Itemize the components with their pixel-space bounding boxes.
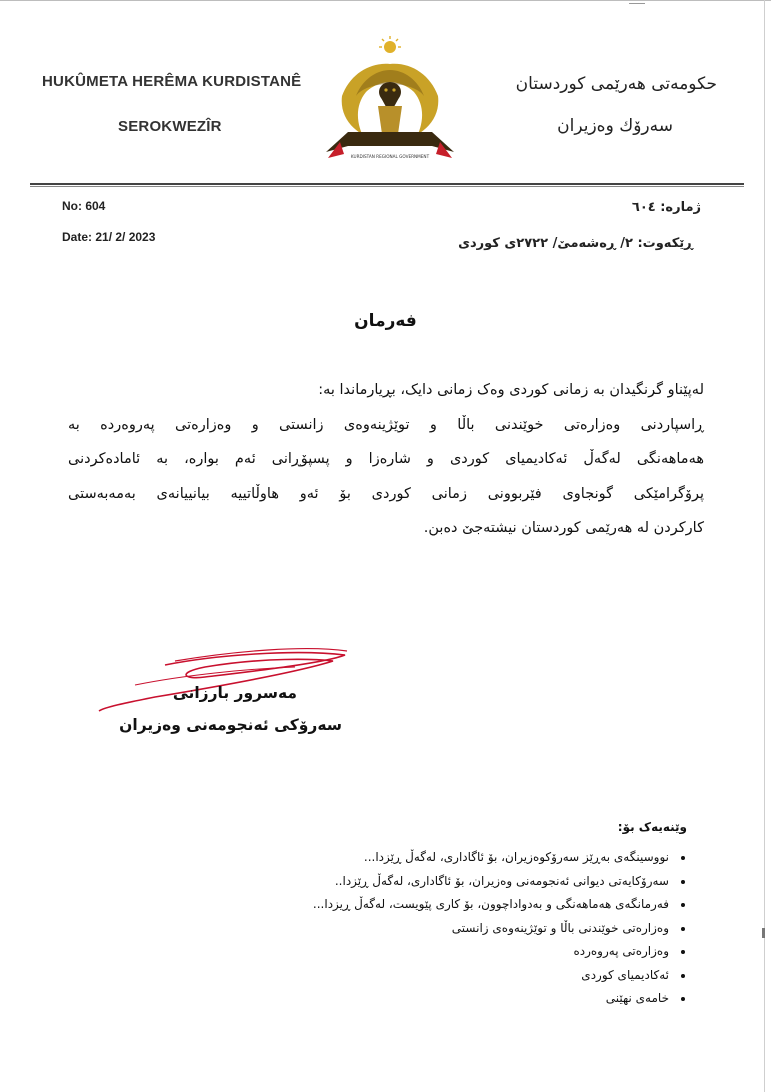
copies-heading: وێنەیەک بۆ:	[617, 820, 687, 834]
list-item: • وەزارەتی خوێندنی باڵا و توێژینەوەی زانستی	[313, 917, 671, 941]
list-item: • وەزارەتی پەروەردە	[313, 940, 671, 964]
letter-date: Date: 21/ 2/ 2023	[62, 230, 156, 244]
letter-date-kurdish: ڕێکەوت: ٢/ ڕەشەمێ/ ٢٧٢٢ی کوردی	[458, 236, 693, 251]
body-line: ڕاسپاردنی وەزارەتی خوێندنی باڵا و توێژینەوەی زانستی و وەزارەتی پەروەردە بە	[68, 416, 704, 433]
body-line: کارکردن لە هەرێمی کوردستان نیشتەجێ دەبن.	[423, 520, 704, 536]
sun-icon	[379, 36, 401, 53]
letter-number-kurdish: ژمارە: ٦٠٤	[631, 200, 701, 215]
decree-body	[68, 373, 704, 546]
list-item: • خامەی نهێنی	[313, 987, 671, 1011]
list-item: • ئەکادیمیای کوردی	[313, 964, 671, 988]
header-office-latin: SEROKWEZÎR	[118, 118, 222, 135]
list-item: • فەرمانگەی هەماهەنگی و بەدواداچوون، بۆ کاری پێویست، لەگەڵ ڕیزدا...	[313, 893, 671, 917]
header-gov-kurdish: حکومەتی هەرێمی کوردستان	[515, 74, 717, 94]
header-divider	[30, 183, 744, 185]
body-line: هەماهەنگی لەگەڵ ئەکادیمیای کوردی و شارەزا و پسپۆڕانی ئەم بوارە، بە ئامادەکردنی	[68, 451, 704, 467]
header-divider-thin	[30, 186, 744, 187]
list-item: • نووسینگەی بەڕێز سەرۆکوەزیران، بۆ ئاگاداری، لەگەڵ ڕێزدا...	[313, 846, 671, 870]
header-gov-latin: HUKÛMETA HERÊMA KURDISTANÊ	[42, 73, 302, 90]
krg-emblem-icon	[320, 34, 460, 164]
header-office-kurdish: سەرۆك وەزیران	[557, 116, 673, 136]
signatory-name: مەسرور بارزانی	[172, 684, 297, 702]
copies-list	[313, 846, 687, 1011]
letter-number: No: 604	[62, 199, 106, 213]
signatory-title: سەرۆکی ئەنجومەنی وەزیران	[119, 716, 342, 734]
decree-title: فەرمان	[354, 311, 417, 331]
list-item: • سەرۆکایەتی دیوانی ئەنجومەنی وەزیران، بۆ ئاگاداری، لەگەڵ ڕێزدا..	[313, 870, 671, 894]
edge-mark	[762, 928, 765, 938]
body-line: پرۆگرامێکی گونجاوی فێربوونی زمانی کوردی بۆ ئەو هاوڵاتییە بیانییانەی بەمەبەستی	[68, 485, 704, 502]
page-top-edge	[0, 0, 771, 1]
body-line: لەپێناو گرنگیدان بە زمانی کوردی وەک زمانی دایک، بڕیارماندا بە:	[318, 382, 704, 398]
svg-text:KURDISTAN REGIONAL GOVERNMENT: KURDISTAN REGIONAL GOVERNMENT	[350, 154, 430, 159]
scan-mark	[629, 3, 645, 4]
